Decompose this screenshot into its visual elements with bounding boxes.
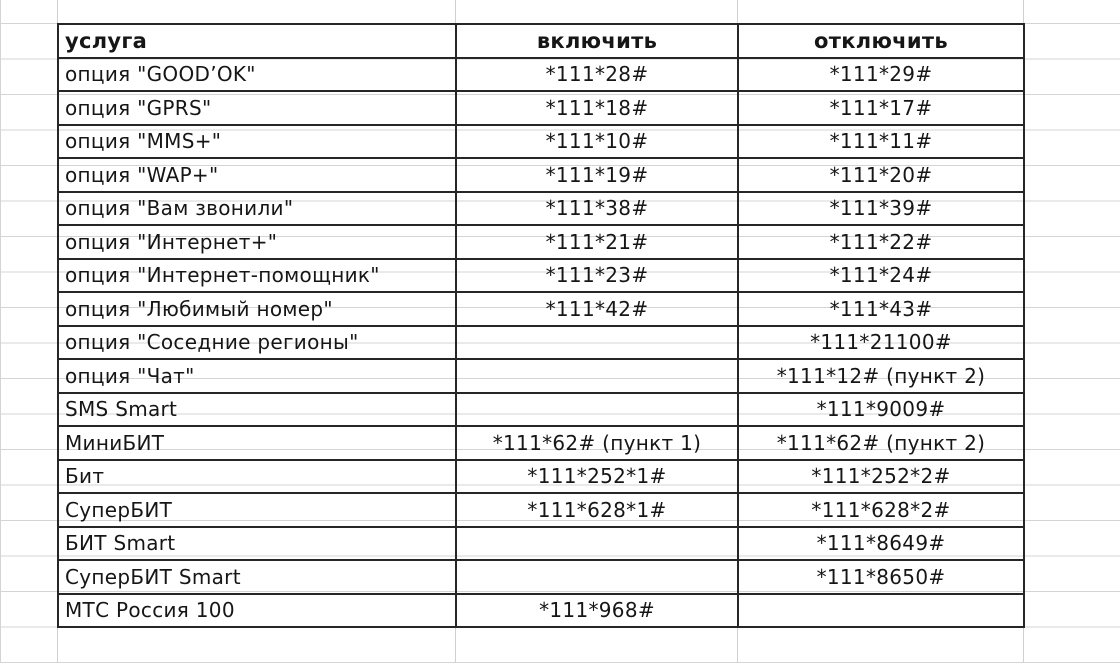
table-row <box>58 560 1024 594</box>
disable-code-cell[interactable]: *111*17# <box>738 91 1024 125</box>
table-row <box>58 393 1024 427</box>
table-row <box>58 58 1024 92</box>
table-row <box>58 225 1024 259</box>
enable-code-cell[interactable] <box>456 326 738 360</box>
header-enable[interactable]: включить <box>456 24 738 58</box>
table-header-row <box>58 24 1024 58</box>
disable-code-cell[interactable]: *111*62# (пункт 2) <box>738 426 1024 460</box>
header-service[interactable]: услуга <box>58 24 456 58</box>
table-row <box>58 527 1024 561</box>
service-cell[interactable]: БИТ Smart <box>58 527 456 561</box>
table-row <box>58 493 1024 527</box>
service-cell[interactable]: МиниБИТ <box>58 426 456 460</box>
enable-code-cell[interactable]: *111*38# <box>456 192 738 226</box>
disable-code-cell[interactable]: *111*9009# <box>738 393 1024 427</box>
disable-code-cell[interactable]: *111*8650# <box>738 560 1024 594</box>
service-cell[interactable]: СуперБИТ Smart <box>58 560 456 594</box>
service-cell[interactable]: опция "GPRS" <box>58 91 456 125</box>
service-cell[interactable]: опция "MMS+" <box>58 125 456 159</box>
disable-code-cell[interactable]: *111*252*2# <box>738 460 1024 494</box>
enable-code-cell[interactable]: *111*42# <box>456 292 738 326</box>
enable-code-cell[interactable] <box>456 560 738 594</box>
disable-code-cell[interactable]: *111*39# <box>738 192 1024 226</box>
service-cell[interactable]: СуперБИТ <box>58 493 456 527</box>
enable-code-cell[interactable]: *111*19# <box>456 158 738 192</box>
disable-code-cell[interactable]: *111*11# <box>738 125 1024 159</box>
table-row <box>58 91 1024 125</box>
enable-code-cell[interactable]: *111*18# <box>456 91 738 125</box>
service-cell[interactable]: опция "Любимый номер" <box>58 292 456 326</box>
table-row <box>58 326 1024 360</box>
disable-code-cell[interactable]: *111*628*2# <box>738 493 1024 527</box>
disable-code-cell[interactable]: *111*22# <box>738 225 1024 259</box>
table-row <box>58 192 1024 226</box>
table-row <box>58 594 1024 628</box>
enable-code-cell[interactable] <box>456 527 738 561</box>
table-row <box>58 125 1024 159</box>
service-cell[interactable]: опция "WAP+" <box>58 158 456 192</box>
table-row <box>58 158 1024 192</box>
service-cell[interactable]: МТС Россия 100 <box>58 594 456 628</box>
service-cell[interactable]: опция "Интернет-помощник" <box>58 259 456 293</box>
service-cell[interactable]: SMS Smart <box>58 393 456 427</box>
disable-code-cell[interactable]: *111*12# (пункт 2) <box>738 359 1024 393</box>
disable-code-cell[interactable]: *111*20# <box>738 158 1024 192</box>
service-cell[interactable]: опция "Соседние регионы" <box>58 326 456 360</box>
enable-code-cell[interactable] <box>456 393 738 427</box>
enable-code-cell[interactable]: *111*10# <box>456 125 738 159</box>
disable-code-cell[interactable]: *111*8649# <box>738 527 1024 561</box>
service-cell[interactable]: опция "GOOD’OK" <box>58 58 456 92</box>
service-cell[interactable]: опция "Чат" <box>58 359 456 393</box>
disable-code-cell[interactable]: *111*29# <box>738 58 1024 92</box>
enable-code-cell[interactable]: *111*23# <box>456 259 738 293</box>
table-row <box>58 426 1024 460</box>
enable-code-cell[interactable]: *111*628*1# <box>456 493 738 527</box>
disable-code-cell[interactable] <box>738 594 1024 628</box>
header-disable[interactable]: отключить <box>738 24 1024 58</box>
service-cell[interactable]: опция "Интернет+" <box>58 225 456 259</box>
service-cell[interactable]: Бит <box>58 460 456 494</box>
disable-code-cell[interactable]: *111*24# <box>738 259 1024 293</box>
table-row <box>58 259 1024 293</box>
enable-code-cell[interactable]: *111*252*1# <box>456 460 738 494</box>
ussd-codes-table <box>57 23 1025 628</box>
enable-code-cell[interactable]: *111*62# (пункт 1) <box>456 426 738 460</box>
disable-code-cell[interactable]: *111*21100# <box>738 326 1024 360</box>
enable-code-cell[interactable]: *111*21# <box>456 225 738 259</box>
service-cell[interactable]: опция "Вам звонили" <box>58 192 456 226</box>
enable-code-cell[interactable]: *111*968# <box>456 594 738 628</box>
table-row <box>58 292 1024 326</box>
table-row <box>58 359 1024 393</box>
table-row <box>58 460 1024 494</box>
disable-code-cell[interactable]: *111*43# <box>738 292 1024 326</box>
enable-code-cell[interactable] <box>456 359 738 393</box>
enable-code-cell[interactable]: *111*28# <box>456 58 738 92</box>
